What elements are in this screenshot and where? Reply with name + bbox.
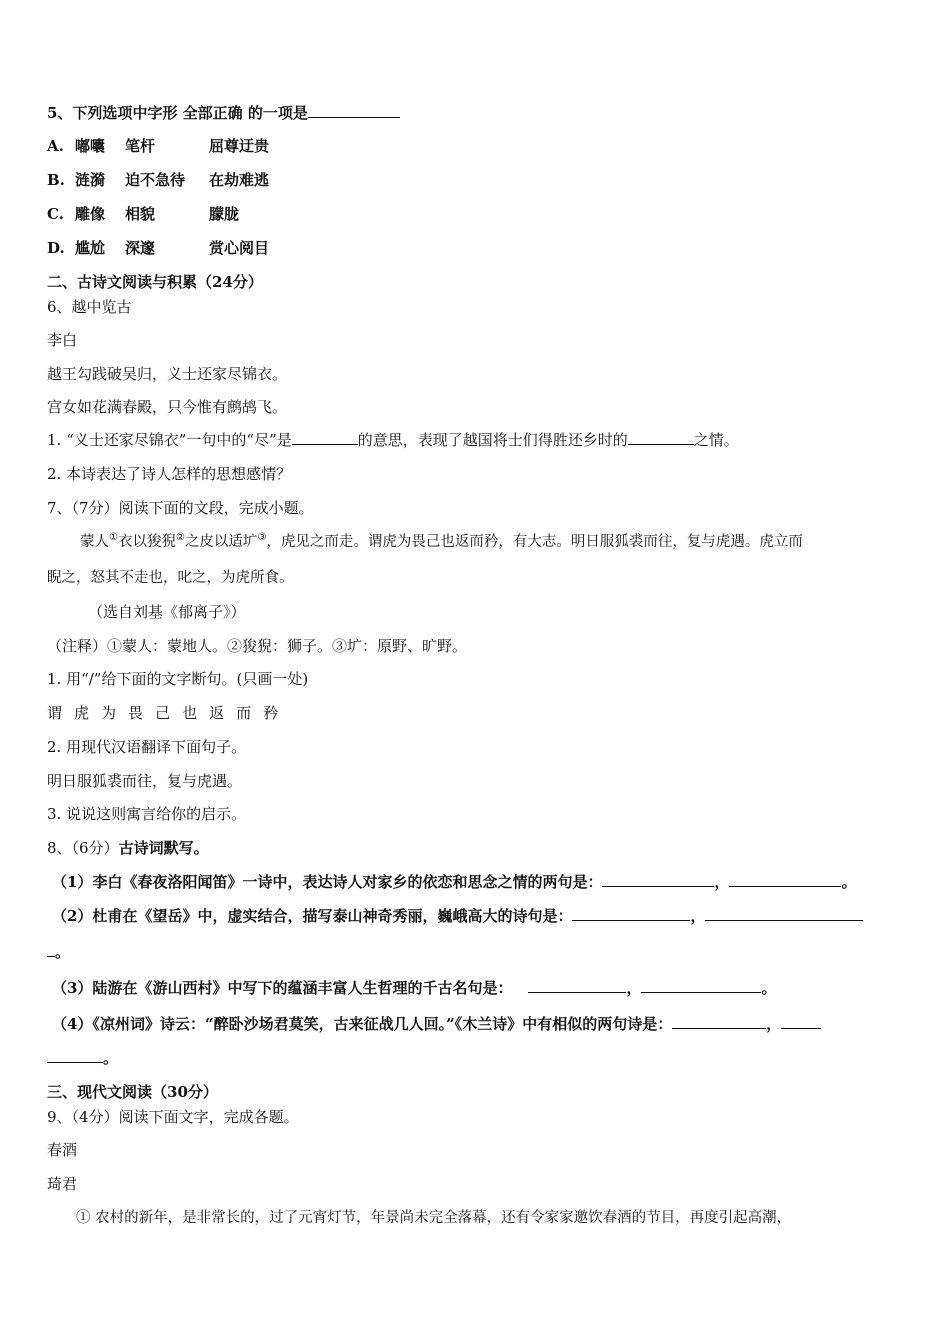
answer-blank (705, 906, 863, 921)
q5-option-a (47, 136, 269, 156)
item-text: （4）《凉州词》诗云：“醉卧沙场君莫笑，古来征战几人回。”《木兰诗》中有相似的两句诗是： (52, 1015, 673, 1033)
q7-sub-1-chars (47, 703, 290, 723)
answer-blank (47, 942, 55, 957)
item-text: （2）杜甫在《望岳》中，虚实结合，描写泰山神奇秀丽，巍峨高大的诗句是： (52, 907, 573, 925)
q6-blank-2 (628, 430, 694, 445)
char: 矜 (263, 704, 279, 722)
q7-stem: 7、（7分）阅读下面的文段，完成小题。 (47, 499, 314, 517)
char: 而 (236, 704, 252, 722)
option-letter: C. (47, 205, 64, 223)
char: 己 (155, 704, 171, 722)
q6-poem-line-1: 越王勾践破吴归，义士还家尽锦衣。 (47, 365, 288, 383)
q8-stem-text: 古诗词默写。 (118, 839, 209, 857)
q9-author: 琦君 (47, 1175, 78, 1193)
q5-stem-text: 5、下列选项中字形 全部正确 的一项是 (47, 104, 308, 122)
q6-title: 6、越中览古 (47, 298, 132, 316)
answer-blank (47, 1048, 103, 1063)
separator: ， (626, 979, 642, 997)
option-letter: A. (47, 137, 64, 155)
end-mark: 。 (841, 873, 857, 891)
option-word-2: 笔杆 (125, 137, 156, 155)
passage-text: 之皮以适圹 (184, 534, 258, 550)
answer-blank (781, 1014, 821, 1029)
q8-item-2-continued (47, 942, 70, 962)
answer-blank (528, 978, 626, 993)
q9-stem: 9、（4分）阅读下面文字，完成各题。 (47, 1108, 299, 1126)
answer-blank (729, 872, 841, 887)
q8-stem (47, 838, 209, 858)
paragraph-number: ① (76, 1210, 91, 1226)
q8-item-1 (52, 872, 856, 892)
q5-answer-blank (308, 103, 400, 118)
option-word-1: 雕像 (75, 205, 106, 223)
separator: ， (714, 873, 730, 891)
note-mark: ③ (257, 532, 267, 544)
option-word-2: 深邃 (125, 239, 156, 257)
q6-sub-2: 2. 本诗表达了诗人怎样的思想感情？ (47, 465, 292, 483)
option-word-3: 朦胧 (209, 205, 240, 223)
answer-blank (641, 978, 761, 993)
char: 虎 (74, 704, 90, 722)
option-word-3: 在劫难逃 (209, 171, 270, 189)
q6-blank-1 (292, 430, 358, 445)
char: 谓 (47, 704, 63, 722)
option-word-2: 迫不急待 (125, 171, 186, 189)
option-letter: B. (47, 171, 65, 189)
char: 返 (209, 704, 225, 722)
option-word-1: 嘟囔 (75, 137, 106, 155)
q7-sub-2: 2. 用现代汉语翻译下面句子。 (47, 738, 247, 756)
q6-author: 李白 (47, 331, 78, 349)
item-text: （1）李白《春夜洛阳闻笛》一诗中，表达诗人对家乡的依恋和思念之情的两句是： (52, 873, 603, 891)
q6-sub-1-part-a: 1. “义士还家尽锦衣”一句中的“尽”是 (47, 431, 292, 449)
end-mark: 。 (761, 979, 777, 997)
q8-stem-number: 8、（6分） (47, 839, 119, 857)
end-mark: 。 (55, 943, 71, 961)
char: 畏 (128, 704, 144, 722)
option-word-1: 尴尬 (75, 239, 106, 257)
item-text: （3）陆游在《游山西村》中写下的蕴涵丰富人生哲理的千古名句是： (52, 979, 513, 997)
passage-text: ，虎见之而走。谓虎为畏己也返而矜，有大志。明日服狐裘而往，复与虎遇。虎立而 (266, 534, 803, 550)
option-word-3: 赏心阅目 (209, 239, 270, 257)
q9-title: 春酒 (47, 1141, 78, 1159)
option-word-3: 屈尊迂贵 (209, 137, 270, 155)
char: 为 (101, 704, 117, 722)
passage-text: 衣以狻猊 (117, 534, 176, 550)
q5-stem (47, 103, 400, 123)
q5-option-d (47, 238, 269, 258)
answer-blank (602, 872, 714, 887)
q8-item-3 (52, 978, 776, 998)
answer-blank (572, 906, 690, 921)
q6-poem-line-2: 宫女如花满春殿，只今惟有鹧鸪飞。 (47, 398, 288, 416)
q8-item-4 (52, 1014, 821, 1034)
note-mark: ① (109, 532, 118, 544)
q9-paragraph-1 (76, 1208, 791, 1228)
option-word-1: 涟漪 (75, 171, 106, 189)
q7-sub-2-sentence: 明日服狐裘而往，复与虎遇。 (47, 772, 243, 790)
separator: ， (690, 907, 706, 925)
note-mark: ② (175, 532, 185, 544)
q7-passage-line-2: 睨之，怒其不走也，叱之，为虎所食。 (47, 570, 294, 586)
q6-sub-1-part-b: 的意思，表现了越国将士们得胜还乡时的 (357, 431, 628, 449)
end-mark: 。 (103, 1049, 119, 1067)
section-3-heading: 三、现代文阅读（30分） (47, 1083, 218, 1101)
q7-sub-3: 3. 说说这则寓言给你的启示。 (47, 805, 247, 823)
q6-sub-1 (47, 430, 739, 450)
q6-sub-1-part-c: 之情。 (693, 431, 739, 449)
separator: ， (766, 1015, 782, 1033)
q5-option-b (47, 170, 269, 190)
q7-source: （选自刘基《郁离子》） (88, 603, 246, 621)
answer-blank (672, 1014, 766, 1029)
q8-item-2 (52, 906, 863, 926)
option-letter: D. (47, 239, 65, 257)
passage-text: 蒙人 (80, 534, 109, 550)
q7-sub-1: 1. 用“/”给下面的文字断句。(只画一处) (47, 670, 309, 688)
q7-notes: （注释）①蒙人：蒙地人。②狻猊：狮子。③圹：原野、旷野。 (47, 637, 468, 655)
paragraph-text: 农村的新年，是非常长的，过了元宵灯节，年景尚未完全落幕，还有令家家邀饮春酒的节目，再度引起高潮， (95, 1210, 792, 1226)
section-2-heading: 二、古诗文阅读与积累（24分） (47, 273, 263, 291)
q8-item-4-continued (47, 1048, 118, 1068)
option-word-2: 相貌 (125, 205, 156, 223)
q7-passage-line-1 (80, 532, 803, 552)
char: 也 (182, 704, 198, 722)
q5-option-c (47, 204, 239, 224)
